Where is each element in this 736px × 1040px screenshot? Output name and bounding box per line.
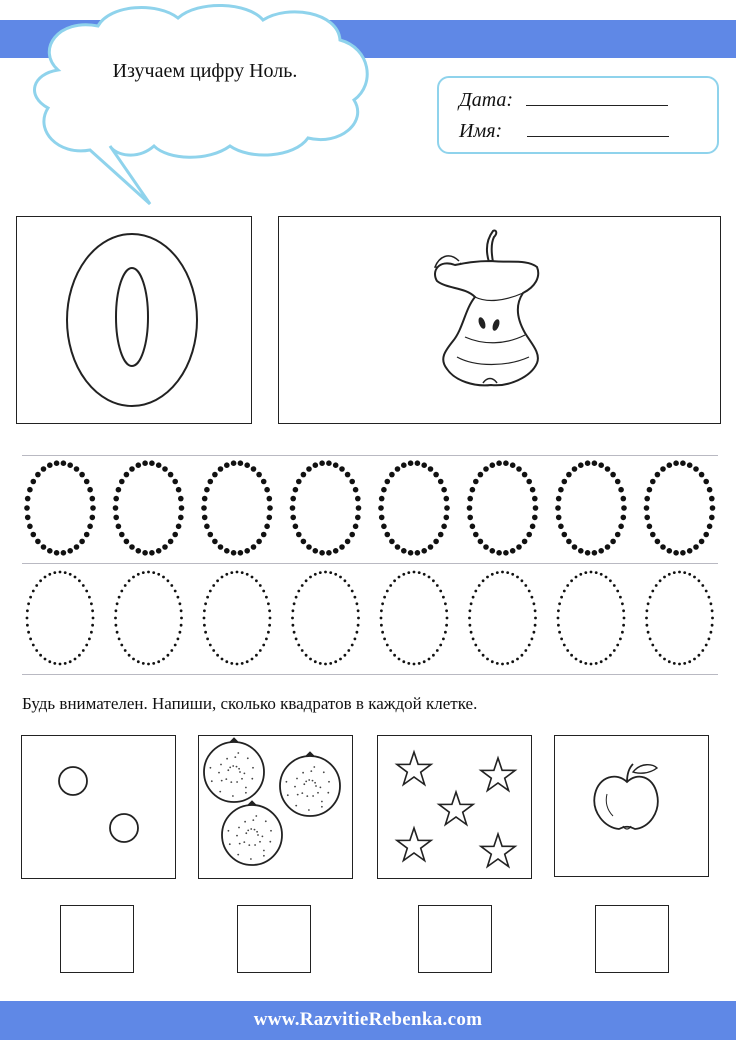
date-field[interactable] [526,87,668,106]
circle-icon [22,736,174,877]
answer-box-2[interactable] [237,905,311,973]
tracing-zero-bold [24,460,96,555]
star-icon [378,736,530,877]
date-row [459,87,668,112]
answer-box-3[interactable] [418,905,492,973]
apple-core-icon [279,217,719,422]
guide-line [22,674,718,675]
tracing-zero-bold [113,460,185,555]
digit-zero-outline [17,217,250,422]
task-instruction: Будь внимателен. Напиши, сколько квадратов в каждой клетке. [22,694,478,713]
tracing-zero-bold [290,460,362,555]
apple-icon [555,736,707,875]
tracing-zero-light [468,571,537,666]
picture-frame [278,216,721,424]
tracing-zero-light [380,571,449,666]
tracing-zero-light [26,571,95,666]
student-info-box [437,76,719,154]
orange-icon [199,736,351,877]
tracing-zero-bold [201,460,273,555]
star-icon [397,752,431,785]
tracing-zero-light [114,571,183,666]
tracing-zero-light [557,571,626,666]
count-cell-circles [21,735,176,879]
tracing-zero-light [203,571,272,666]
page-title: Изучаем цифру Ноль. [112,60,298,82]
answer-box-4[interactable] [595,905,669,973]
tracing-zero-light [645,571,714,666]
digit-frame [16,216,252,424]
date-label: Дата: [459,89,514,111]
name-row [459,118,669,143]
star-icon [439,792,473,825]
tracing-zero-bold [555,460,627,555]
name-label: Имя: [459,120,503,142]
count-cell-stars [377,735,532,879]
guide-line [22,563,718,564]
speech-cloud [18,0,398,210]
orange-icon [204,738,264,802]
tracing-zero-light [291,571,360,666]
star-icon [481,758,515,791]
answer-box-1[interactable] [60,905,134,973]
count-cell-oranges [198,735,353,879]
tracing-zero-bold [378,460,450,555]
orange-icon [280,752,340,816]
star-icon [481,834,515,867]
tracing-zero-bold [644,460,716,555]
site-footer[interactable]: www.RazvitieRebenka.com [0,1001,736,1040]
tracing-zero-bold [467,460,539,555]
star-icon [397,828,431,861]
name-field[interactable] [527,118,669,137]
tracing-row-light [0,565,736,673]
count-cell-apple [554,735,709,877]
orange-icon [222,801,282,865]
tracing-row-bold [0,456,736,562]
